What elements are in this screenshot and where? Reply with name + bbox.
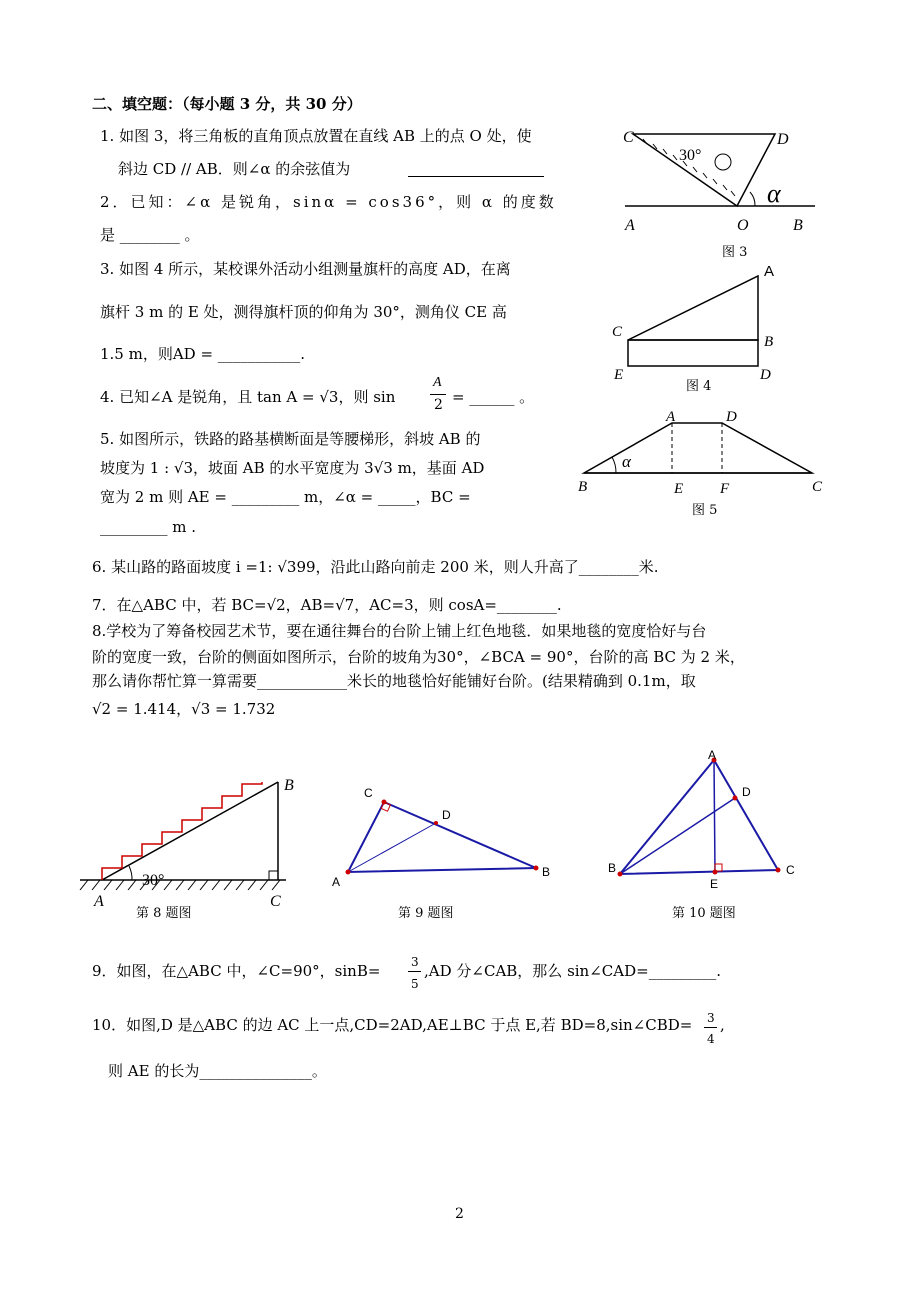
q9-frac-num: 3 [411, 955, 419, 969]
figure-3 [615, 122, 820, 262]
figure-4 [610, 262, 790, 387]
fig9-label-a: A [332, 875, 341, 889]
fig10-label-d: D [742, 785, 751, 799]
fig4-label-d: D [760, 367, 771, 383]
q10-prefix: 10．如图,D 是△ABC 的边 AC 上一点,CD=2AD,AE⊥BC 于点 E,若 BD=8,sin∠CBD= [92, 1016, 693, 1034]
q10-line2: 则 AE 的长为_______________。 [108, 1062, 327, 1080]
fig5-label-b: B [578, 479, 588, 495]
figure-10 [604, 746, 804, 896]
fig3-label-alpha: α [767, 179, 781, 208]
q10-frac-num: 3 [707, 1011, 715, 1025]
fig5-label-a: A [666, 409, 676, 425]
fig4-label-a: A [764, 263, 775, 280]
fig5-label-e: E [674, 481, 684, 497]
q3-line3: 1.5 m，则AD = ___________. [100, 345, 306, 363]
q9-frac-den: 5 [411, 977, 419, 991]
fig5-label-c: C [812, 479, 823, 495]
fig9-caption: 第 9 题图 [398, 906, 454, 921]
fig4-label-c: C [612, 324, 623, 340]
q4-frac-bar [430, 394, 446, 395]
q4-frac-den: 2 [434, 397, 443, 413]
q3-line1: 3. 如图 4 所示，某校课外活动小组测量旗杆的高度 AD，在离 [100, 260, 511, 278]
q5-line1: 5. 如图所示，铁路的路基横断面是等腰梯形，斜坡 AB 的 [100, 430, 481, 448]
fig10-label-e: E [710, 877, 719, 891]
q4-prefix: 4. 已知∠A 是锐角，且 tan A = √3，则 sin [100, 388, 396, 406]
figure-5 [572, 405, 834, 497]
q3-line2: 旗杆 3 m 的 E 处，测得旗杆顶的仰角为 30°，测角仪 CE 高 [100, 303, 507, 321]
fig9-label-c: C [364, 786, 373, 800]
fig8-label-30: 30° [142, 872, 165, 889]
fig5-caption: 图 5 [692, 503, 718, 518]
fig3-label-o: O [737, 217, 749, 234]
q8-line3: 那么请你帮忙算一算需要____________米长的地毯恰好能铺好台阶。(结果精确到 0.1m，取 [92, 672, 696, 690]
q5-line4: _________ m . [100, 518, 197, 536]
q8-line1: 8.学校为了筹备校园艺术节，要在通往舞台的台阶上铺上红色地毯．如果地毯的宽度恰好与台 [92, 622, 707, 640]
fig10-caption: 第 10 题图 [672, 906, 736, 921]
fig4-caption: 图 4 [686, 379, 712, 394]
q10-frac-bar [704, 1027, 717, 1028]
q9-prefix: 9．如图，在△ABC 中，∠C=90°，sinB= [92, 962, 381, 980]
fig3-label-c: C [623, 129, 634, 146]
q5-line3: 宽为 2 m 则 AE = _________ m，∠α = _____，BC = [100, 488, 471, 506]
fig8-caption: 第 8 题图 [136, 906, 192, 921]
fig9-label-d: D [442, 808, 451, 822]
fig3-label-a: A [625, 217, 635, 234]
fig4-label-b: B [764, 334, 774, 350]
q4-suffix: = ______ 。 [452, 388, 535, 406]
section-title: 二、填空题：（每小题 3 分，共 30 分） [92, 95, 362, 113]
fig3-label-30: 30° [679, 147, 702, 164]
figure-8 [78, 768, 308, 918]
fig9-label-b: B [542, 865, 551, 879]
q10-frac-den: 4 [707, 1032, 715, 1046]
fig10-label-c: C [786, 863, 795, 877]
fig5-label-d: D [726, 409, 737, 425]
q7-text: 7．在△ABC 中，若 BC=√2，AB=√7，AC=3，则 cosA=________. [92, 596, 562, 614]
fig3-label-b: B [793, 217, 803, 234]
fig4-label-e: E [614, 367, 624, 383]
q1-blank [408, 176, 544, 177]
q9-frac-bar [408, 971, 421, 972]
q5-line2: 坡度为 1 : √3，坡面 AB 的水平宽度为 3√3 m，基面 AD [100, 459, 485, 477]
fig3-label-d: D [777, 131, 789, 148]
q8-line2: 阶的宽度一致，台阶的侧面如图所示，台阶的坡角为30°，∠BCA = 90°，台阶的高 BC 为 2 米， [92, 648, 745, 666]
q9-suffix: ,AD 分∠CAB，那么 sin∠CAD=_________. [424, 962, 721, 980]
page-number: 2 [455, 1206, 464, 1222]
fig5-label-alpha: α [622, 452, 631, 471]
fig3-caption: 图 3 [722, 245, 748, 260]
fig8-label-c: C [270, 893, 281, 910]
q1-line1: 1. 如图 3，将三角板的直角顶点放置在直线 AB 上的点 O 处，使 [100, 127, 532, 145]
q6-text: 6. 某山路的路面坡度 i =1: √399，沿此山路向前走 200 米，则人升高了________米. [92, 558, 659, 576]
q1-line2: 斜边 CD // AB．则∠α 的余弦值为 [118, 160, 351, 178]
fig5-label-f: F [720, 481, 730, 497]
q10-suffix: , [720, 1016, 725, 1034]
q2-line1: 2．已知：∠α 是锐角，sinα = cos36°，则 α 的度数 [100, 193, 557, 211]
fig10-label-a: A [708, 748, 717, 762]
fig8-label-a: A [94, 893, 104, 910]
q8-line4: √2 = 1.414，√3 = 1.732 [92, 700, 276, 718]
figure-9 [328, 780, 558, 890]
fig8-label-b: B [284, 777, 294, 794]
q2-line2: 是 ________ 。 [100, 226, 200, 244]
fig10-label-b: B [608, 861, 617, 875]
q4-frac-num: A [433, 375, 442, 390]
